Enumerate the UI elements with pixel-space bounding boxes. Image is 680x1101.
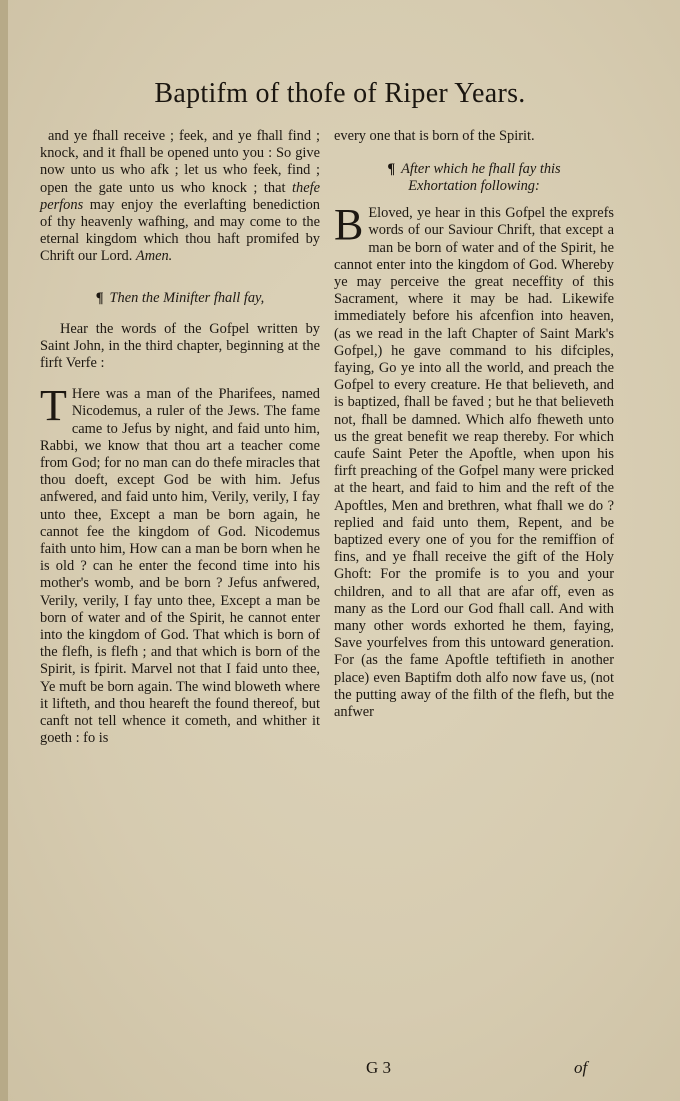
page-gutter-shadow <box>0 0 8 1101</box>
rubric-minister <box>40 290 320 307</box>
gospel-text <box>40 381 320 747</box>
prayer-italic-phrase: thefe perfons <box>40 179 320 213</box>
prayer-ending-paragraph <box>40 128 320 266</box>
running-title: Baptifm of thofe of Riper Years. <box>154 78 526 109</box>
prayer-line: find ; open the gate unto us who <box>40 162 320 196</box>
pilcrow-icon: ¶ <box>387 161 396 178</box>
amen: Amen. <box>135 248 173 265</box>
prayer-line: unto us who afk ; let us who feek, <box>70 162 282 179</box>
rubric-line-2: Exhortation following: <box>408 178 540 195</box>
gospel-introduction: Hear the words of the Gofpel written by Saint John, in the third chapter, beginning at the firft Verfe : <box>40 320 320 372</box>
prayer-rest: may enjoy the everlafting benediction of thy heavenly wafhing, and may come to the eternal kingdom which thou haft promifed by Chrift our Lord. <box>40 196 320 265</box>
rubric-exhortation <box>334 161 614 195</box>
gospel-ending: every one that is born of the Spirit. <box>334 128 535 144</box>
signature-mark: G 3 <box>366 1058 392 1077</box>
catchword: of <box>574 1058 588 1077</box>
drop-cap: B <box>334 200 364 250</box>
gospel-body: Here was a man of the Pharifees, named Nicodemus, a ruler of the Jews. The fame came to Jefus by night, and faid unto him, Rabbi, we know that thou art a teacher come from God; for no man can do thefe miracles that thou doeft, except God be with him. Jefus anfwered, and faid unto him, Verily, verily, I fay unto thee, Except a man be born again, he cannot fee the kingdom of God. Nicodemus faith unto him, How can a man be born when he is old ? can he enter the fecond time into his mother's womb, and be born ? Jefus anfwered, Verily, verily, I fay unto thee, Except a man be born of water and of the Spirit, he cannot enter into the kingdom of God. That which is born of the flefh, is flefh ; and that which is born of the Spirit, is fpirit. Marvel not that I faid unto thee, Ye muft be born again. The wind bloweth where it lifteth, and thou heareft the found thereof, but canft not tell whence it cometh, and whither it goeth : fo is <box>40 386 320 747</box>
rubric-text: Then the Minifter fhall fay, <box>109 289 265 306</box>
prayer-line: knock ; that <box>211 179 293 196</box>
prayer-line: fhall find ; knock, and it fhall be <box>40 128 321 162</box>
right-column <box>334 128 614 721</box>
drop-cap: T <box>40 381 67 431</box>
pilcrow-icon: ¶ <box>95 289 104 306</box>
prayer-line: opened unto you : So give now <box>40 145 320 179</box>
exhortation-text <box>334 200 614 721</box>
left-column <box>40 128 320 748</box>
exhortation-body: Eloved, ye hear in this Gofpel the exprefs words of our Saviour Chrift, that except a man be born of water and of the Spirit, he cannot enter into the kingdom of God. Whereby ye may perceive the great neceffity of this Sacrament, where it may be had. Likewife immediately before his afcenfion into heaven, (as we read in the laft Chapter of Saint Mark's Gofpel,) he gave command to his difciples, faying, Go ye into all the world, and preach the Gofpel to every creature. He that believeth, and is baptized, fhall be faved ; but he that believeth not, fhall be damned. Which alfo fheweth unto us the great benefit we reap thereby. For which caufe Saint Peter the Apoftle, when upon his firft preaching of the Gofpel many were pricked at the heart, and faid to him and the reft of the Apoftles, Men and brethren, what fhall we do ? replied and faid unto them, Repent, and be baptized every one of you for the remiffion of fins, and ye fhall receive the gift of the Holy Ghoft: For the promife is to you and your children, and to all that are afar off, even as many as the Lord our God fhall call. And with many other words exhorted he them, faying, Save yourfelves from this untoward generation. For (as the fame Apoftle teftifieth in another place) even Baptifm doth alfo now fave us, (not the putting away of the filth of the flefh, but the anfwer <box>334 205 614 721</box>
rubric-line-1: After which he fhall fay this <box>401 161 561 178</box>
prayer-line: and ye fhall receive ; feek, and ye <box>48 128 252 144</box>
